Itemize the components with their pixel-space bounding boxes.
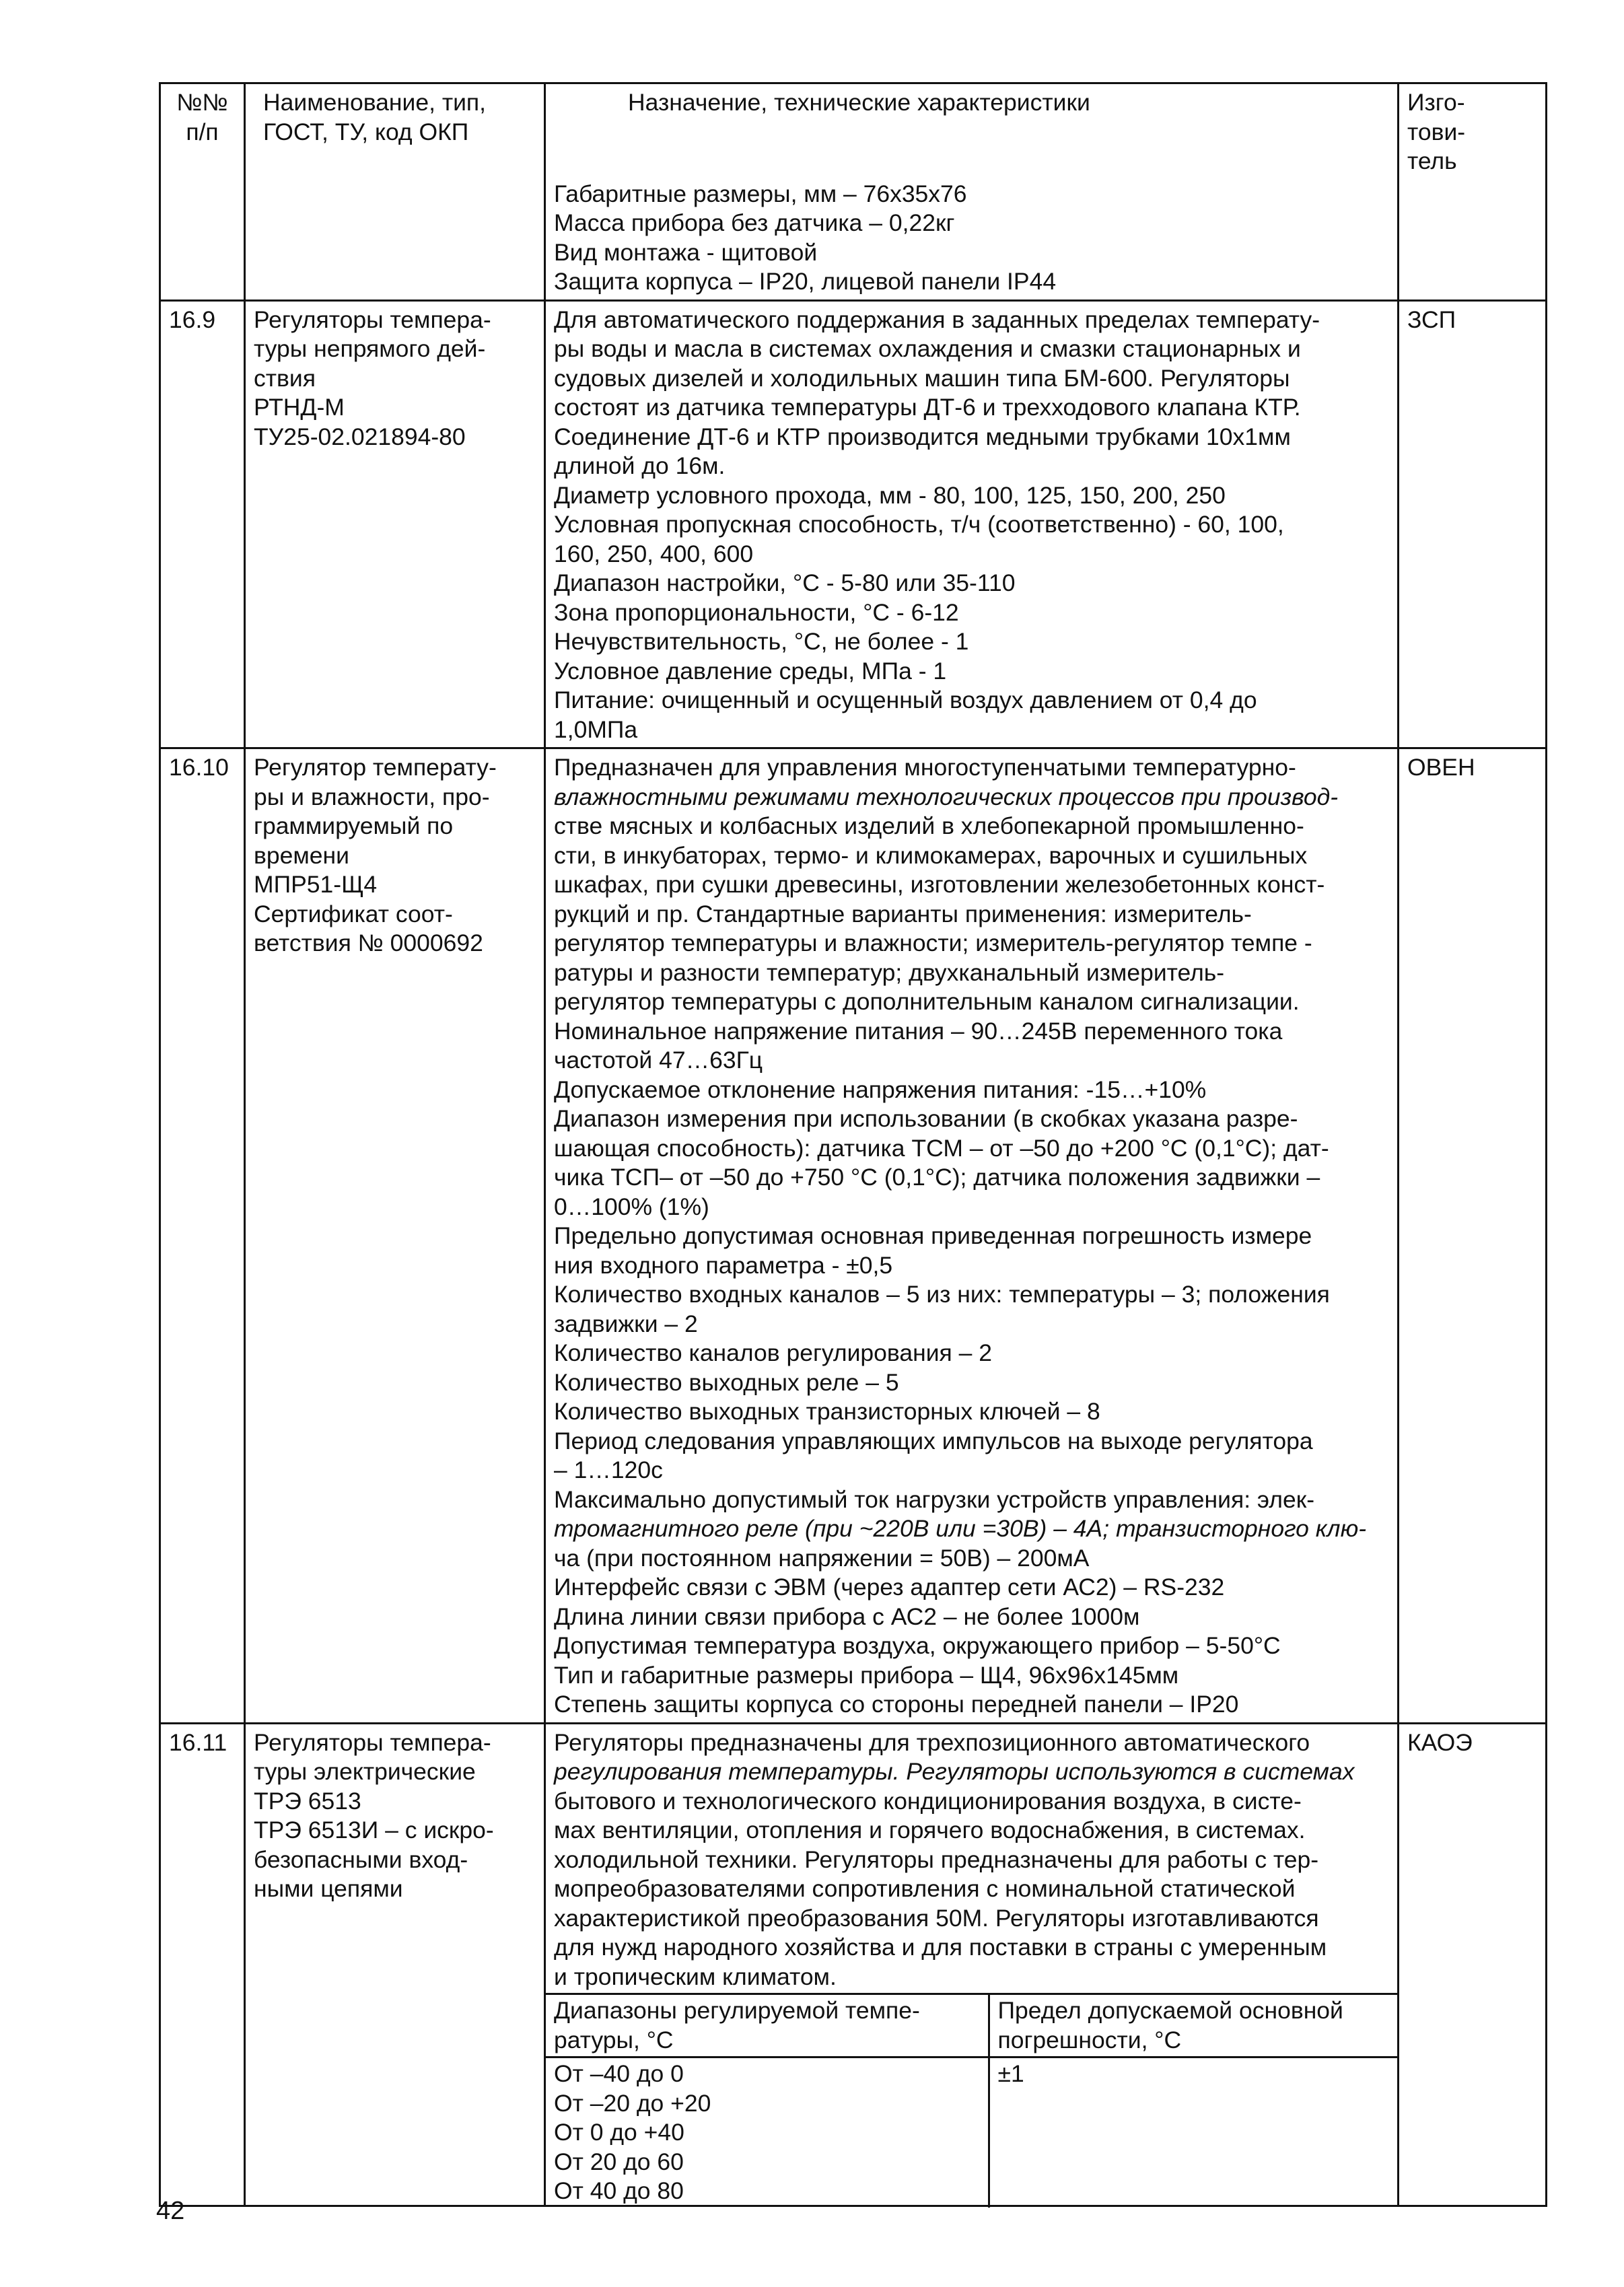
row-name-line: Сертификат соот- [254,900,453,927]
row-name-cell [245,300,545,748]
description-line: регулирования температуры. Регуляторы используются в системах [554,1758,1355,1785]
continuation-line: Масса прибора без датчика – 0,22кг [554,209,955,236]
description-line: Питание: очищенный и осущенный воздух давлением от 0,4 до [554,687,1257,713]
description-line: Условное давление среды, МПа - 1 [554,657,947,684]
range-line: От –20 до +20 [554,2089,711,2117]
description-line: задвижки – 2 [554,1310,698,1337]
inner-ranges-cell [546,2057,989,2208]
row-name-line: РТНД-М [254,394,345,421]
table-row [160,300,1547,748]
row-name-line: ными цепями [254,1875,403,1902]
header-number-line: п/п [186,118,219,145]
description-line: регулятор температуры с дополнительным каналом сигнализации. [554,988,1300,1015]
description-line: Интерфейс связи с ЭВМ (через адаптер сети АС2) – RS-232 [554,1574,1225,1600]
description-line: Количество каналов регулирования – 2 [554,1339,992,1366]
table-header-row [160,83,1547,301]
inner-header-range [546,1994,989,2057]
range-line: От –40 до 0 [554,2060,684,2087]
description-line: влажностными режимами технологических процессов при производ- [554,783,1339,810]
row-name-cell [245,748,545,1724]
description-line: Степень защиты корпуса со стороны передней панели – IP20 [554,1691,1239,1718]
description-line: ратуры и разности температур; двухканальный измеритель- [554,958,1225,986]
description-line: Количество входных каналов – 5 из них: температуры – 3; положения [554,1281,1330,1308]
description-line: Зона пропорциональности, °С - 6-12 [554,598,959,626]
description-line: Предназначен для управления многоступенчатыми температурно- [554,754,1296,781]
range-line: От 0 до +40 [554,2119,684,2146]
description-line: частотой 47…63Гц [554,1047,763,1074]
row-name-line: туры электрические [254,1758,476,1785]
description-line: Диапазон настройки, °С - 5-80 или 35-110 [554,569,1016,596]
row-name-line: туры непрямого дей- [254,335,486,362]
description-line: судовых дизелей и холодильных машин типа БМ-600. Регуляторы [554,364,1290,392]
description-line: 0…100% (1%) [554,1193,709,1220]
row-number-cell: 16.9 [160,300,245,748]
description-line: Для автоматического поддержания в заданных пределах температу- [554,306,1320,333]
description-line: Диаметр условного прохода, мм - 80, 100, 125, 150, 200, 250 [554,481,1226,509]
description-line: Допустимая температура воздуха, окружающего прибор – 5-50°С [554,1632,1281,1659]
description-line: Максимально допустимый ток нагрузки устройств управления: элек- [554,1485,1315,1513]
description-line: 1,0МПа [554,715,638,743]
description-line: Количество выходных реле – 5 [554,1368,899,1396]
header-name-line: Наименование, тип, [263,89,486,116]
continuation-line: Защита корпуса – IP20, лицевой панели IP44 [554,268,1057,295]
row-number-cell: 16.10 [160,748,245,1724]
row-name-line: Регулятор температу- [254,754,497,781]
range-line: От 20 до 60 [554,2148,684,2175]
header-maker-line: тови- [1407,118,1466,145]
row-description-cell [545,1723,1399,2206]
description-line: регулятор температуры и влажности; измеритель-регулятор темпе - [554,929,1312,956]
description-line: сти, в инкубаторах, термо- и климокамерах, варочных и сушильных [554,841,1308,869]
row-name-line: времени [254,841,349,869]
description-line: рукций и пр. Стандартные варианты применения: измеритель- [554,900,1252,927]
inner-header-error [989,1994,1397,2057]
inner-error-cell: ±1 [989,2057,1397,2208]
row-name-line: безопасными вход- [254,1845,468,1873]
continuation-line: Вид монтажа - щитовой [554,238,818,266]
inner-header-row [546,1994,1397,2057]
description-line: Период следования управляющих импульсов на выходе регулятора [554,1427,1313,1454]
description-line: Длина линии связи прибора с АС2 – не более 1000м [554,1603,1140,1630]
page-number: 42 [156,2197,185,2225]
row-name-line: граммируемый по [254,812,454,839]
inner-header-line: ратуры, °С [554,2026,674,2053]
description-line: Нечувствительность, °С, не более - 1 [554,628,969,655]
description-line: шкафах, при сушки древесины, изготовлении железобетонных конст- [554,871,1325,898]
row-name-cell [245,1723,545,2206]
row-number-cell: 16.11 [160,1723,245,2206]
row-name-line: ТРЭ 6513 [254,1787,361,1815]
continuation-line: Габаритные размеры, мм – 76х35х76 [554,180,967,207]
header-maker-line: тель [1407,147,1457,174]
header-number-line: №№ [176,89,228,116]
row-maker-cell: ЗСП [1399,300,1547,748]
description-line: холодильной техники. Регуляторы предназначены для работы с тер- [554,1845,1319,1873]
inner-header-line: Диапазоны регулируемой темпе- [554,1997,920,2024]
row-description-cell [545,748,1399,1724]
description-line: Тип и габаритные размеры прибора – Щ4, 96х96х145мм [554,1661,1179,1689]
description-line: шающая способность): датчика ТСМ – от –50 до +200 °С (0,1°С); дат- [554,1134,1329,1162]
row-description-cell [545,300,1399,748]
description-line: Допускаемое отклонение напряжения питания: -15…+10% [554,1076,1207,1103]
description-line: Диапазон измерения при использовании (в скобках указана разре- [554,1105,1298,1132]
description-line: мопреобразователями сопротивления с номинальной статической [554,1875,1296,1902]
description-line: стве мясных и колбасных изделий в хлебопекарной промышленно- [554,812,1304,839]
inner-data-row [546,2057,1397,2208]
description-line: длиной до 16м. [554,452,726,479]
description-line: бытового и технологического кондиционирования воздуха, в систе- [554,1787,1302,1815]
row-maker-cell: КАОЭ [1399,1723,1547,2206]
header-purpose-cell [545,83,1399,301]
description-line: – 1…120с [554,1456,663,1483]
equipment-table [159,82,1547,2207]
row-name-line: ветствия № 0000692 [254,929,483,956]
header-maker-cell [1399,83,1547,301]
range-line: От 40 до 80 [554,2177,684,2204]
temperature-range-table [546,1993,1397,2208]
row-name-line: ТУ25-02.021894-80 [254,423,466,450]
description-line: Номинальное напряжение питания – 90…245В переменного тока [554,1017,1283,1045]
description-line: Соединение ДТ-6 и КТР производится медными трубками 10х1мм [554,423,1291,450]
description-line: чика ТСП– от –50 до +750 °С (0,1°С); датчика положения задвижки – [554,1164,1320,1191]
description-line: и тропическим климатом. [554,1963,837,1990]
row-name-line: ры и влажности, про- [254,783,490,810]
header-purpose-title: Назначение, технические характеристики [628,89,1090,116]
header-name-cell [245,83,545,301]
row-name-line: ствия [254,364,316,392]
inner-header-line: погрешности, °С [997,2026,1182,2053]
header-name-line: ГОСТ, ТУ, код ОКП [263,118,469,145]
description-line: тромагнитного реле (при ~220В или =30В) – 4А; транзисторного клю- [554,1515,1367,1542]
header-number-cell [160,83,245,301]
description-line: 160, 250, 400, 600 [554,540,754,567]
table-row [160,1723,1547,2206]
description-line: ры воды и масла в системах охлаждения и смазки стационарных и [554,335,1301,362]
row-name-line: Регуляторы темпера- [254,1728,491,1756]
description-line: Регуляторы предназначены для трехпозиционного автоматического [554,1728,1310,1756]
row-name-line: МПР51-Щ4 [254,871,378,898]
row-name-line: Регуляторы темпера- [254,306,491,333]
description-line: ния входного параметра - ±0,5 [554,1251,893,1279]
row-name-line: ТРЭ 6513И – с искро- [254,1817,494,1843]
description-line: Условная пропускная способность, т/ч (соответственно) - 60, 100, [554,511,1284,538]
row-maker-cell: ОВЕН [1399,748,1547,1724]
description-line: Предельно допустимая основная приведенная погрешность измере [554,1222,1312,1249]
description-line: мах вентиляции, отопления и горячего водоснабжения, в системах. [554,1817,1306,1843]
description-line: Количество выходных транзисторных ключей – 8 [554,1398,1100,1425]
inner-header-line: Предел допускаемой основной [997,1997,1343,2024]
description-line: характеристикой преобразования 50М. Регуляторы изготавливаются [554,1904,1319,1932]
description-line: ча (при постоянном напряжении = 50В) – 200мА [554,1544,1090,1572]
description-line: для нужд народного хозяйства и для поставки в страны с умеренным [554,1934,1327,1961]
description-line: состоят из датчика температуры ДТ-6 и трехходового клапана КТР. [554,394,1301,421]
header-maker-line: Изго- [1407,89,1465,116]
table-row [160,748,1547,1724]
